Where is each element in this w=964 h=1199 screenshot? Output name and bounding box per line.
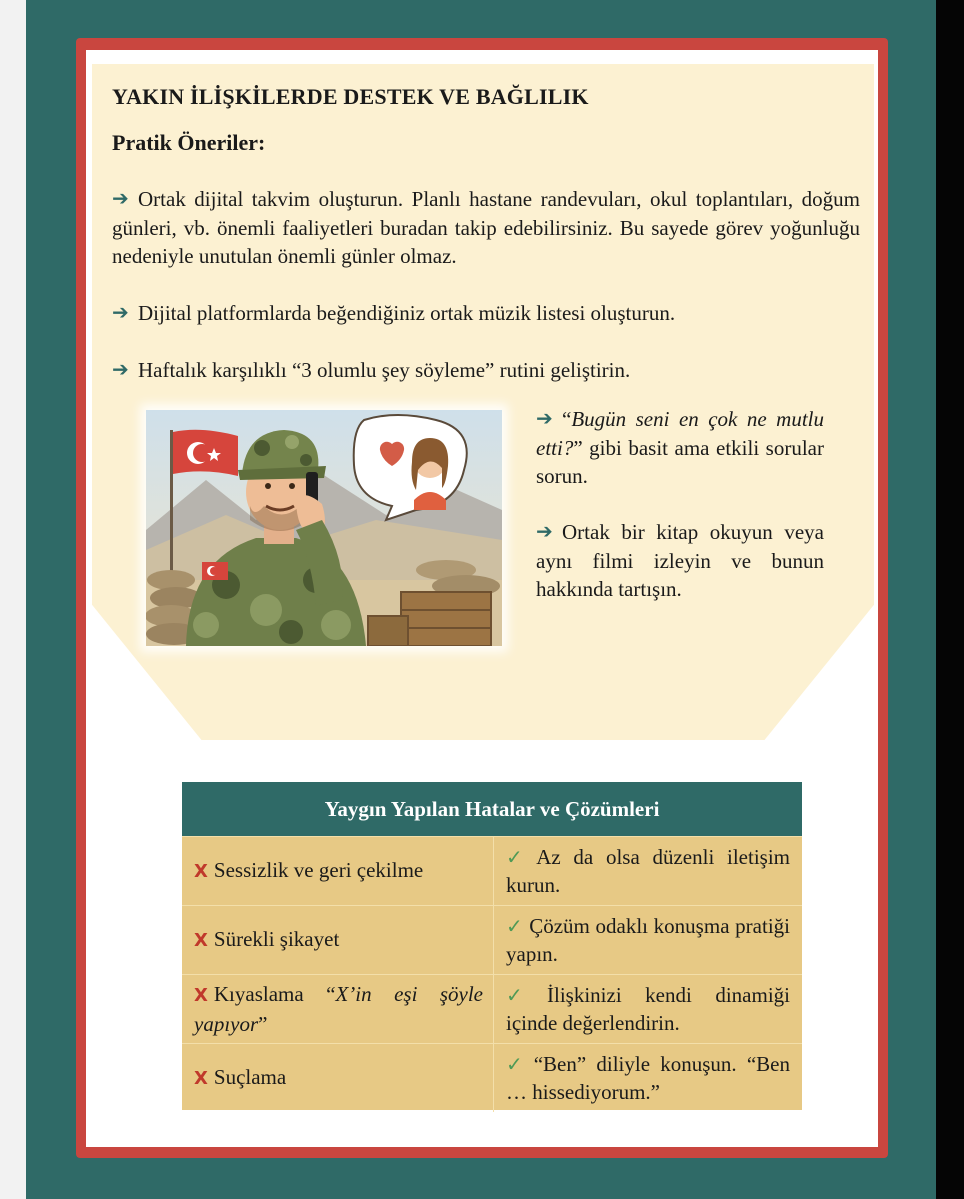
tip-2: ➔ Dijital platformlarda beğendiğiniz ortak müzik listesi oluşturun. [112,300,676,325]
solution-cell: ✓ “Ben” diliyle konuşun. “Ben … hissediyorum.” [506,1052,790,1104]
tip-5: ➔ Ortak bir kitap okuyun veya aynı filmi izleyin ve bunun hakkında tartışın. [536,519,824,601]
arrow-right-icon: ➔ [536,519,553,543]
arrow-right-icon: ➔ [112,300,129,324]
soldier-phone-illustration [146,410,502,646]
check-icon: ✓ [506,983,542,1007]
mistake-cell: X Sürekli şikayet [182,906,494,974]
left-margin [0,0,26,1199]
tip-1: ➔ Ortak dijital takvim oluşturun. Planlı hastane randevuları, okul toplantıları, doğum günleri, vb. önemli faaliyetleri buradan takip edebilirsiniz. Bu sayede görev yoğunluğu nedeniyle unutulan önemli günler olmaz. [112,186,860,268]
right-margin [936,0,964,1199]
solution-cell: ✓ Az da olsa düzenli iletişim kurun. [506,845,790,897]
table-header: Yaygın Yapılan Hatalar ve Çözümleri [182,782,802,836]
section-subtitle: Pratik Öneriler: [112,130,266,155]
check-icon: ✓ [506,1052,528,1076]
mistake-cell: X Suçlama [182,1044,494,1112]
check-icon: ✓ [506,845,531,869]
tip-4: ➔ “Bugün seni en çok ne mutlu etti?” gibi basit ama etkili sorular sorun. [536,406,824,488]
table-row [182,905,802,974]
check-icon: ✓ [506,914,524,938]
page-title: YAKIN İLİŞKİLERDE DESTEK VE BAĞLILIK [112,84,589,109]
x-mark-icon: X [194,861,208,882]
solution-cell: ✓ İlişkinizi kendi dinamiği içinde değerlendirin. [506,983,790,1035]
tip-3: ➔ Haftalık karşılıklı “3 olumlu şey söyleme” rutini geliştirin. [112,357,631,382]
arrow-right-icon: ➔ [112,186,129,210]
mistake-cell: X Sessizlik ve geri çekilme [182,837,494,905]
table-row [182,1043,802,1112]
x-mark-icon: X [194,985,208,1006]
mistake-cell: X Kıyaslama “X’in eşi şöyle yapıyor” [182,975,494,1043]
solution-cell: ✓ Çözüm odaklı konuşma pratiği yapın. [506,914,790,966]
x-mark-icon: X [194,930,208,951]
arrow-right-icon: ➔ [112,357,129,381]
table-row [182,836,802,905]
x-mark-icon: X [194,1068,208,1089]
arrow-right-icon: ➔ [536,406,553,430]
mistakes-table [182,782,802,1110]
table-row [182,974,802,1043]
